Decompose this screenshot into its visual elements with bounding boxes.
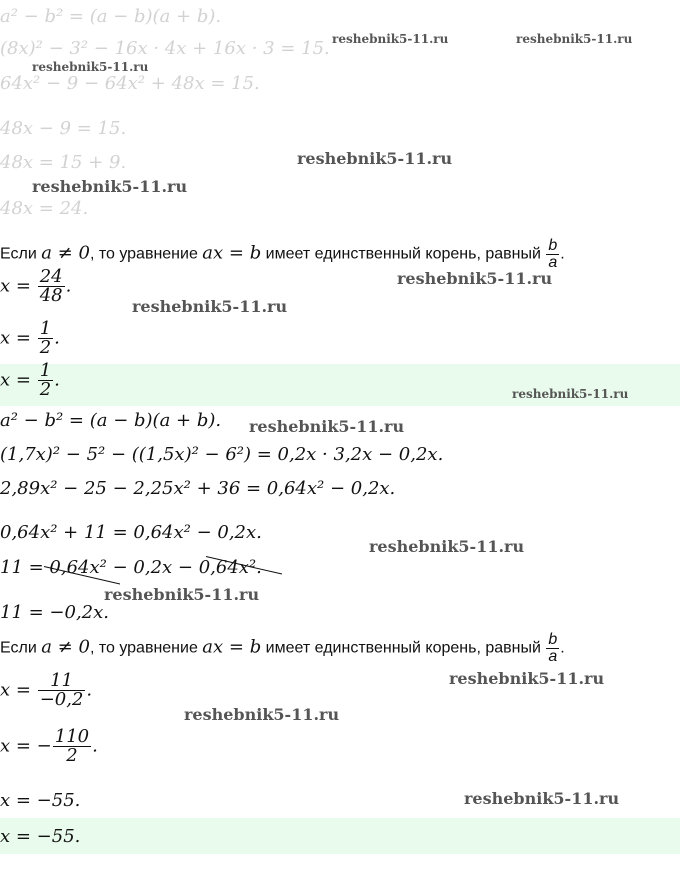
sol1-step-1: [0, 268, 71, 305]
fraction-denominator: 48: [39, 285, 63, 306]
rule-sentence-1: [0, 238, 565, 271]
rule-end: .: [560, 245, 565, 263]
fraction-denominator: −0,2: [39, 689, 84, 710]
rule-fraction-numerator: b: [548, 237, 558, 254]
rule-prefix: Если: [0, 245, 42, 263]
watermark: reshebnik5-11.ru: [332, 32, 449, 46]
watermark: reshebnik5-11.ru: [464, 789, 620, 808]
sol2-line-1: a² − b² = (a − b)(a + b).: [0, 410, 222, 431]
faded-step-6: 48x = 24.: [0, 198, 89, 219]
sol1-step-1-lhs: x =: [0, 275, 37, 297]
sol1-answer: [0, 362, 60, 399]
sol2-step-2-lhs: x = −: [0, 735, 52, 757]
watermark: reshebnik5-11.ru: [297, 149, 453, 168]
fraction-denominator: 2: [53, 746, 91, 765]
rule-suffix: имеет единственный корень, равный: [261, 245, 546, 263]
sol1-step-2-end: .: [54, 327, 60, 349]
watermark: reshebnik5-11.ru: [32, 177, 188, 196]
faded-step-2: (8x)² − 3² − 16x · 4x + 16x · 3 = 15.: [0, 38, 330, 59]
rule-condition: a ≠ 0: [41, 242, 90, 264]
answer-band-2: [0, 818, 680, 854]
watermark: reshebnik5-11.ru: [104, 585, 260, 604]
rule-equation: ax = b: [202, 242, 262, 264]
rule-fraction-denominator: a: [548, 648, 558, 665]
rule-fraction: [546, 632, 559, 665]
sol2-line-3: 2,89x² − 25 − 2,25x² + 36 = 0,64x² − 0,2x.: [0, 478, 396, 499]
fraction-denominator: 2: [39, 337, 52, 358]
watermark: reshebnik5-11.ru: [132, 297, 288, 316]
rule-fraction-numerator: b: [548, 631, 558, 648]
sol1-step-2-lhs: x =: [0, 327, 37, 349]
sol2-line-5: 11 = 0,64x² − 0,2x − 0,64x².: [0, 557, 262, 578]
rule-middle: , то уравнение: [89, 245, 203, 263]
sol1-step-2: [0, 320, 60, 357]
sol1-answer-lhs: x =: [0, 369, 37, 391]
sol2-step-1-fraction: [38, 672, 86, 709]
rule-equation: ax = b: [202, 636, 262, 658]
sol2-step-1-end: .: [86, 679, 93, 701]
sol2-line-2: (1,7x)² − 5² − ((1,5x)² − 6²) = 0,2x · 3,2x − 0,2x.: [0, 444, 444, 465]
sol2-step-2-fraction: [53, 728, 91, 765]
watermark: reshebnik5-11.ru: [369, 537, 525, 556]
fraction-numerator: 24: [39, 266, 63, 287]
rule-middle: , то уравнение: [89, 639, 203, 657]
sol2-step-2: [0, 728, 98, 765]
rule-prefix: Если: [0, 639, 42, 657]
sol2-step-2-end: .: [92, 735, 98, 757]
faded-step-4: 48x − 9 = 15.: [0, 118, 127, 139]
faded-step-1: a² − b² = (a − b)(a + b).: [0, 6, 222, 27]
watermark: reshebnik5-11.ru: [512, 387, 629, 401]
rule-condition: a ≠ 0: [41, 636, 90, 658]
rule-fraction: [546, 238, 559, 271]
sol1-answer-fraction: [38, 362, 53, 399]
sol2-step-3: x = −55.: [0, 790, 81, 811]
rule-suffix: имеет единственный корень, равный: [261, 639, 546, 657]
watermark: reshebnik5-11.ru: [184, 705, 340, 724]
sol2-line-6: 11 = −0,2x.: [0, 602, 110, 623]
rule-fraction-denominator: a: [548, 254, 558, 271]
fraction-numerator: 1: [39, 360, 52, 381]
watermark: reshebnik5-11.ru: [32, 60, 149, 74]
watermark: reshebnik5-11.ru: [516, 32, 633, 46]
rule-sentence-2: [0, 632, 565, 665]
sol2-answer: x = −55.: [0, 826, 81, 847]
faded-step-3: 64x² − 9 − 64x² + 48x = 15.: [0, 73, 260, 94]
fraction-numerator: 11: [50, 670, 73, 691]
faded-step-5: 48x = 15 + 9.: [0, 152, 127, 173]
rule-end: .: [560, 639, 565, 657]
watermark: reshebnik5-11.ru: [249, 417, 405, 436]
fraction-denominator: 2: [39, 379, 52, 400]
fraction-numerator: 110: [54, 726, 90, 747]
sol1-answer-end: .: [54, 369, 60, 391]
sol2-step-1: [0, 672, 92, 709]
watermark: reshebnik5-11.ru: [397, 269, 553, 288]
fraction-numerator: 1: [39, 318, 52, 339]
watermark: reshebnik5-11.ru: [449, 669, 605, 688]
sol2-step-1-lhs: x =: [0, 679, 37, 701]
sol1-step-2-fraction: [38, 320, 53, 357]
sol2-line-4: 0,64x² + 11 = 0,64x² − 0,2x.: [0, 522, 262, 543]
sol1-step-1-fraction: [38, 268, 65, 305]
sol1-step-1-end: .: [65, 275, 72, 297]
